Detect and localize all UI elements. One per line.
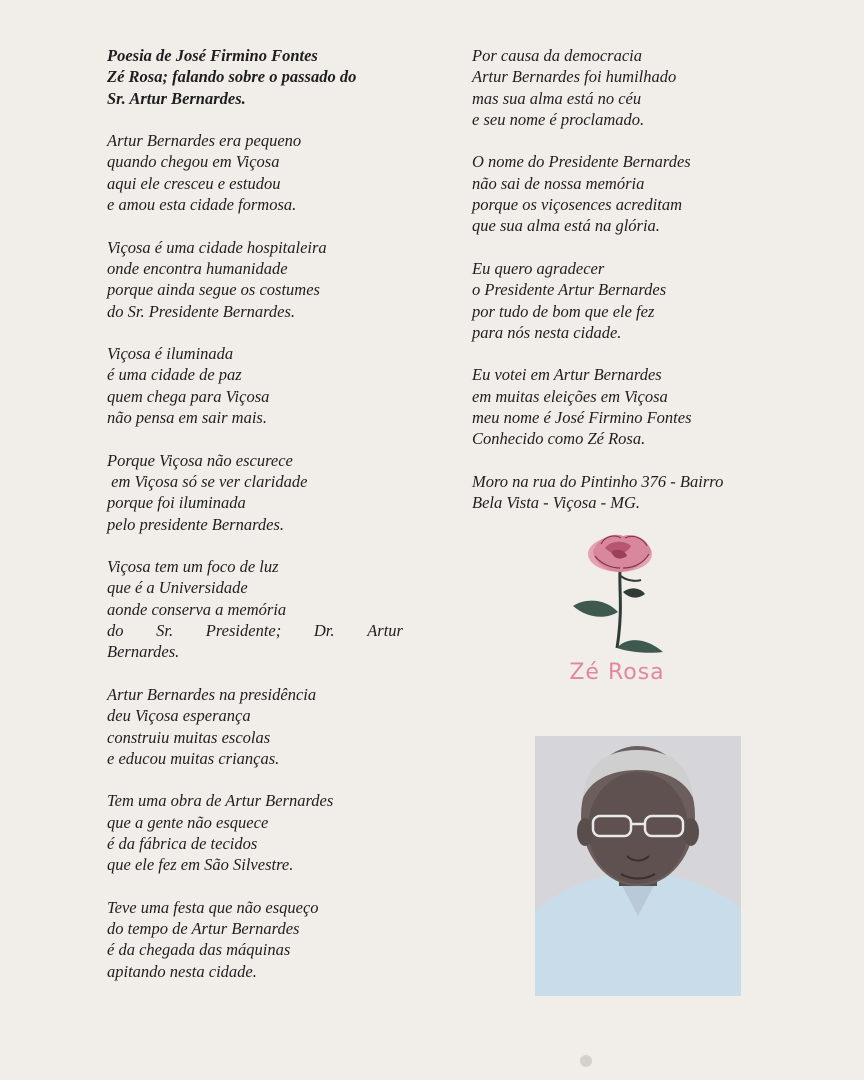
verse-line: não sai de nossa memória (472, 173, 645, 193)
address (472, 471, 772, 514)
verse-line: é da chegada das máquinas (107, 940, 291, 960)
verse-line: que ele fez em São Silvestre. (107, 855, 294, 875)
address-line: Bela Vista - Viçosa - MG. (472, 493, 641, 513)
verse-line: Conhecido como Zé Rosa. (472, 429, 646, 449)
verse-line: apitando nesta cidade. (107, 961, 257, 981)
verse-line: mas sua alma está no céu (472, 88, 642, 108)
stanza (107, 130, 403, 215)
verse-line: Artur Bernardes na presidência (107, 684, 317, 704)
address-line: Moro na rua do Pintinho 376 - Bairro (472, 471, 724, 491)
verse-line: e educou muitas crianças. (107, 748, 280, 768)
verse-line: Artur Bernardes foi humilhado (472, 67, 677, 87)
verse-line: Por causa da democracia (472, 46, 643, 65)
verse-line: meu nome é José Firmino Fontes (472, 408, 692, 428)
word: Presidente; (205, 621, 282, 641)
verse-line: Teve uma festa que não esqueço (107, 897, 319, 917)
verse-line: por tudo de bom que ele fez (472, 301, 655, 321)
verse-line: não pensa em sair mais. (107, 408, 267, 428)
verse-line: O nome do Presidente Bernardes (472, 152, 691, 172)
verse-line: onde encontra humanidade (107, 258, 288, 278)
verse-line: deu Viçosa esperança (107, 706, 251, 726)
verse-line: o Presidente Artur Bernardes (472, 280, 667, 300)
right-column (472, 45, 772, 535)
rose-caption: Zé Rosa (569, 660, 665, 685)
verse-line: Viçosa é iluminada (107, 344, 234, 364)
stanza (107, 897, 403, 982)
verse-line: Viçosa tem um foco de luz (107, 557, 279, 577)
verse-line: porque os viçosences acreditam (472, 195, 683, 215)
verse-line: quem chega para Viçosa (107, 386, 270, 406)
justified-verse-line (107, 620, 403, 641)
verse-line: em Viçosa só se ver claridade (107, 471, 308, 491)
verse-line: Artur Bernardes era pequeno (107, 131, 302, 151)
word: Dr. (313, 621, 335, 641)
stanza (107, 343, 403, 428)
word: do (107, 621, 124, 641)
verse-line: Tem uma obra de Artur Bernardes (107, 791, 334, 811)
stanza (107, 237, 403, 322)
stanza (472, 45, 772, 130)
stanza (472, 151, 772, 236)
verse-line: do Sr. Presidente Bernardes. (107, 301, 296, 321)
stanza (107, 556, 403, 662)
stanza (472, 364, 772, 449)
verse-line: é da fábrica de tecidos (107, 833, 258, 853)
verse-line: aonde conserva a memória (107, 599, 287, 619)
word: Artur (367, 621, 403, 641)
verse-line: e seu nome é proclamado. (472, 109, 645, 129)
verse-line: pelo presidente Bernardes. (107, 514, 285, 534)
verse-line: para nós nesta cidade. (472, 322, 622, 342)
verse-line: é uma cidade de paz (107, 365, 242, 385)
verse-line: Viçosa é uma cidade hospitaleira (107, 237, 327, 257)
verse-line: que é a Universidade (107, 578, 248, 598)
word: Sr. (156, 621, 174, 641)
verse-line: Eu votei em Artur Bernardes (472, 365, 662, 385)
title-line: Zé Rosa; falando sobre o passado do (107, 67, 357, 87)
portrait-photo (535, 736, 741, 996)
stanza (107, 790, 403, 875)
title-line: Sr. Artur Bernardes. (107, 88, 246, 108)
verse-line: e amou esta cidade formosa. (107, 195, 297, 215)
poem-title (107, 45, 403, 109)
verse-line: quando chegou em Viçosa (107, 152, 280, 172)
verse-line: porque ainda segue os costumes (107, 280, 320, 300)
verse-line: Eu quero agradecer (472, 258, 605, 278)
stanza (107, 450, 403, 535)
verse-line: que sua alma está na glória. (472, 216, 660, 236)
title-line: Poesia de José Firmino Fontes (107, 46, 318, 65)
left-column (107, 45, 403, 1003)
verse-line: que a gente não esquece (107, 812, 269, 832)
verse-line: Porque Viçosa não escurece (107, 450, 293, 470)
verse-line: porque foi iluminada (107, 493, 246, 513)
verse-line: Bernardes. (107, 642, 180, 662)
stanza (107, 684, 403, 769)
verse-line: em muitas eleições em Viçosa (472, 386, 668, 406)
verse-line: do tempo de Artur Bernardes (107, 919, 300, 939)
rose-icon (565, 530, 675, 655)
verse-line: construiu muitas escolas (107, 727, 271, 747)
paper-speck (580, 1055, 592, 1067)
stanza (472, 258, 772, 343)
verse-line: aqui ele cresceu e estudou (107, 173, 281, 193)
